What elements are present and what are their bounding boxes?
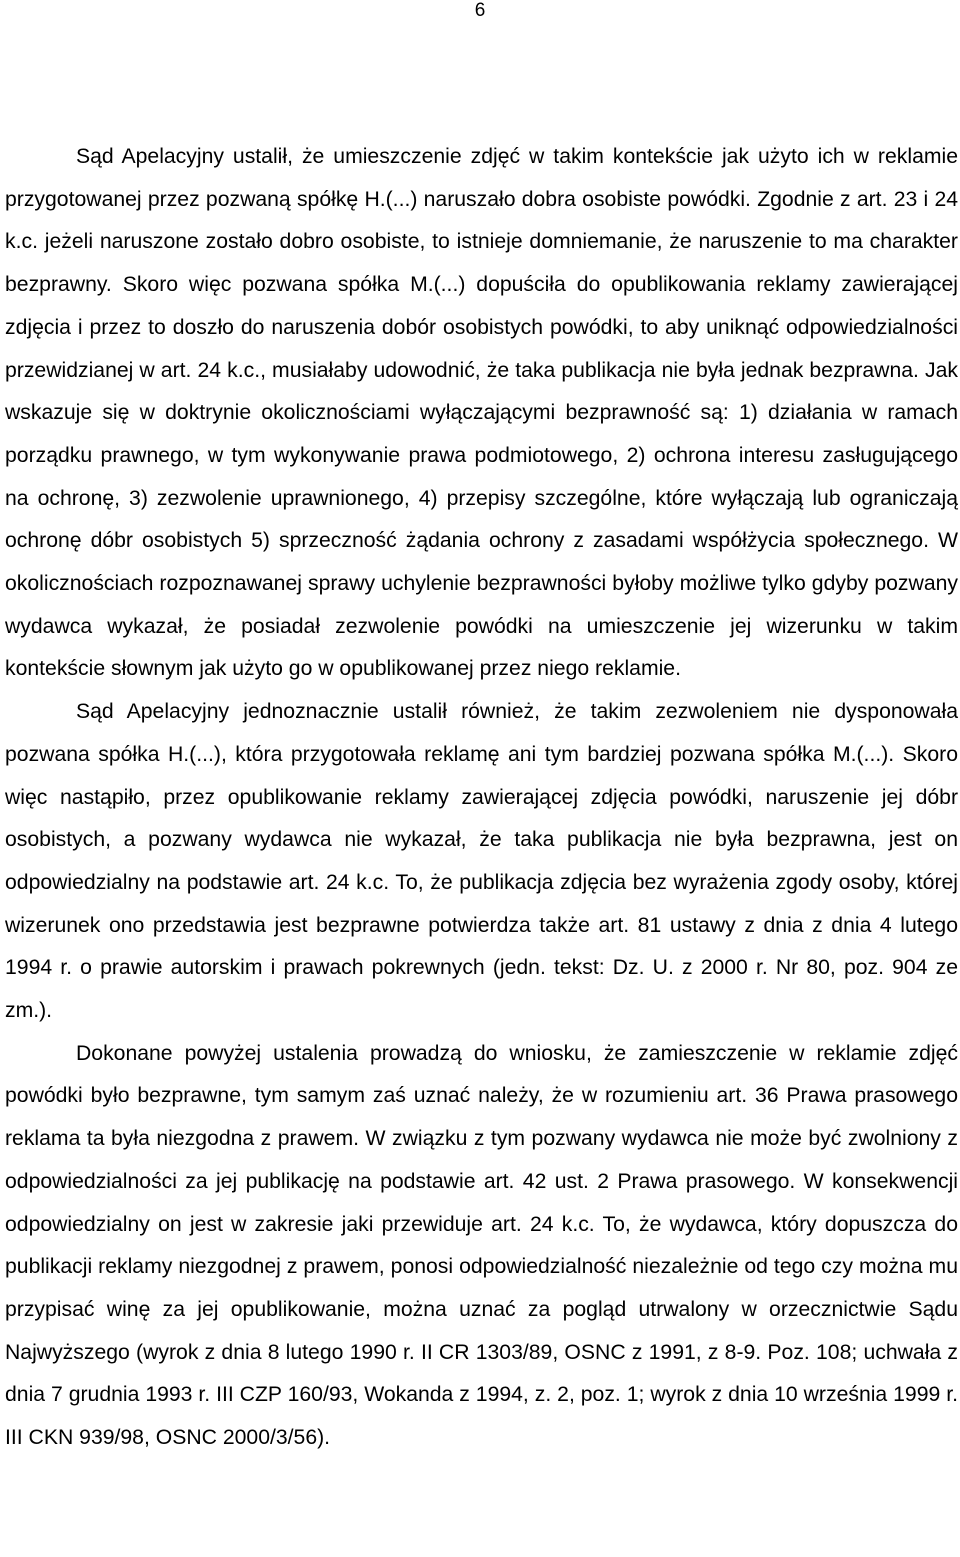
sentence: Skoro więc pozwana spółka M.(...) dopuściła do opublikowania reklamy zawierającej zdjęcia i przez to doszło do naruszenia dobór osobistych powódki, to aby uniknąć odpowiedzialności przewidzianej w art. 24 k.c., musiałaby udowodnić, że taka publikacja nie była jednak bezprawna. xyxy=(5,273,958,382)
sentence: Sąd Apelacyjny jednoznacznie ustalił również, że takim zezwoleniem nie dysponowała pozwana spółka H.(...), która przygotowała reklamę ani tym bardziej pozwana spółka M.(...). xyxy=(5,700,958,766)
sentence: To, że wydawca, który dopuszcza do publikacji reklamy niezgodnej z prawem, ponosi odpowiedzialność niezależnie od tego czy można mu przypisać winę za jej opublikowanie, można uznać za pogląd utrwalony w orzecznictwie Sądu Najwyższego (wyrok z dnia 8 lutego 1990 r. II CR 1303/89, OSNC z 1991, z 8-9. Poz. 108; uchwała z dnia 7 grudnia 1993 r. III CZP 160/93, Wokanda z 1994, z. 2, poz. 1; wyrok z dnia 10 września 1999 r. III CKN 939/98, OSNC 2000/3/56). xyxy=(5,1212,958,1450)
sentence: Dokonane powyżej ustalenia prowadzą do wniosku, że zamieszczenie w reklamie zdjęć powódki było bezprawne, tym samym zaś uznać należy, że w rozumieniu art. 36 Prawa prasowego reklama ta była niezgodna z prawem. xyxy=(5,1041,958,1151)
sentence: Sąd Apelacyjny ustalił, że umieszczenie zdjęć w takim kontekście jak użyto ich w reklamie przygotowanej przez pozwaną spółkę H.(...) naruszało dobra osobiste powódki. xyxy=(5,145,958,211)
sentence: W konsekwencji odpowiedzialny on jest w zakresie jaki przewiduje art. 24 k.c. xyxy=(5,1169,958,1236)
paragraph-3 xyxy=(5,1033,958,1460)
page-number: 6 xyxy=(474,0,486,21)
sentence: Jak wskazuje się w doktrynie okolicznościami wyłączającymi bezprawność są: 1) działania w ramach porządku prawnego, w tym wykonywanie prawa podmiotowego, 2) ochrona interesu zasługującego na ochronę, 3) zezwolenie uprawnionego, 4) przepisy szczególne, które wyłączają lub ograniczają ochronę dóbr osobistych 5) sprzeczność żądania ochrony z zasadami współżycia społecznego. xyxy=(5,358,959,553)
sentence: W okolicznościach rozpoznawanej sprawy uchylenie bezprawności byłoby możliwe tylko gdyby pozwany wydawca wykazał, że posiadał zezwolenie powódki na umieszczenie jej wizerunku w takim kontekście słownym jak użyto go w opublikowanej przez niego reklamie. xyxy=(5,529,958,681)
paragraph-1 xyxy=(5,136,958,691)
sentence: W związku z tym pozwany wydawca nie może być zwolniony z odpowiedzialności za jej publikację na podstawie art. 42 ust. 2 Prawa prasowego. xyxy=(5,1127,958,1193)
sentence: To, że publikacja zdjęcia bez wyrażenia zgody osoby, której wizerunek ono przedstawia jest bezprawne potwierdza także art. 81 ustawy z dnia z dnia 4 lutego 1994 r. o prawie autorskim i prawach pokrewnych (jedn. tekst: Dz. U. z 2000 r. Nr 80, poz. 904 ze zm.). xyxy=(5,870,958,1023)
document-body xyxy=(5,136,958,1460)
sentence: Skoro więc nastąpiło, przez opublikowanie reklamy zawierającej zdjęcia powódki, naruszenie jej dóbr osobistych, a pozwany wydawca nie wykazał, że taka publikacja nie była bezprawna, jest on odpowiedzialny na podstawie art. 24 k.c. xyxy=(5,742,958,894)
sentence: Zgodnie z art. 23 i 24 k.c. jeżeli naruszone zostało dobro osobiste, to istnieje domniemanie, że naruszenie to ma charakter bezprawny. xyxy=(5,187,959,297)
paragraph-2 xyxy=(5,691,958,1033)
